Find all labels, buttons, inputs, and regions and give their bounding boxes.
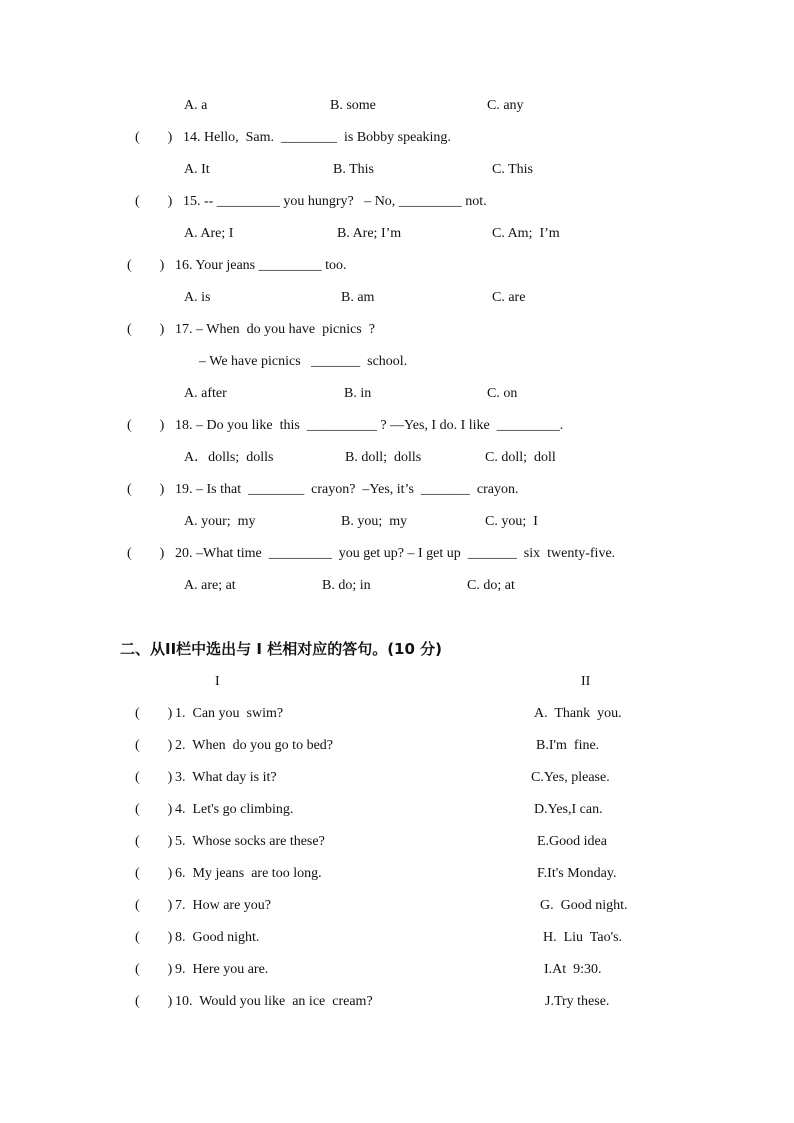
q19-option-b: B. you; my	[341, 514, 408, 529]
match-question-2: 2. When do you go to bed?	[175, 738, 333, 753]
q18-option-a: A．dolls; dolls	[184, 450, 274, 465]
q15-question: 15. -- _________ you hungry? – No, _________ not.	[183, 194, 487, 209]
match-question-3: 3. What day is it?	[175, 770, 277, 785]
q18-option-c: C. doll; doll	[485, 450, 556, 465]
match-answer-option-9: I.At 9:30.	[544, 962, 602, 977]
match-answer-option-3: C.Yes, please.	[531, 770, 610, 785]
match-question-7: 7. How are you?	[175, 898, 272, 913]
match-question-9: 9. Here you are.	[175, 962, 269, 977]
q16-option-b: B. am	[341, 290, 375, 305]
q15-option-a: A. Are; I	[184, 226, 234, 241]
match-answer-blank[interactable]: ( )	[135, 706, 173, 721]
q17-option-c: C. on	[487, 386, 518, 401]
match-answer-option-1: A. Thank you.	[534, 706, 622, 721]
column-header-i: I	[215, 674, 220, 689]
q18-answer-blank[interactable]: ( )	[127, 418, 165, 433]
q19-answer-blank[interactable]: ( )	[127, 482, 165, 497]
q15-option-c: C. Am; I’m	[492, 226, 560, 241]
q20-option-c: C. do; at	[467, 578, 515, 593]
section-heading: 二、从II栏中选出与 I 栏相对应的答句。(10 分)	[120, 640, 442, 658]
q14-option-b: B. This	[333, 162, 374, 177]
match-answer-option-7: G. Good night.	[540, 898, 628, 913]
match-answer-option-2: B.I'm fine.	[536, 738, 600, 753]
match-answer-blank[interactable]: ( )	[135, 930, 173, 945]
q14-answer-blank[interactable]: ( )	[135, 130, 173, 145]
match-answer-blank[interactable]: ( )	[135, 738, 173, 753]
q20-option-a: A. are; at	[184, 578, 236, 593]
q16-option-c: C. are	[492, 290, 526, 305]
q17-option-b: B. in	[344, 386, 372, 401]
match-answer-option-10: J.Try these.	[545, 994, 610, 1009]
q19-option-c: C. you; I	[485, 514, 538, 529]
q16-answer-blank[interactable]: ( )	[127, 258, 165, 273]
q17-answer-blank[interactable]: ( )	[127, 322, 165, 337]
q20-option-b: B. do; in	[322, 578, 371, 593]
match-question-8: 8. Good night.	[175, 930, 260, 945]
q15-answer-blank[interactable]: ( )	[135, 194, 173, 209]
match-answer-option-4: D.Yes,I can.	[534, 802, 603, 817]
match-answer-blank[interactable]: ( )	[135, 802, 173, 817]
q17-question: 17. – When do you have picnics ?	[175, 322, 375, 337]
q17-option-a: A. after	[184, 386, 227, 401]
column-header-ii: II	[581, 674, 591, 689]
q14-option-c: C. This	[492, 162, 533, 177]
q18-option-b: B. doll; dolls	[345, 450, 422, 465]
match-answer-blank[interactable]: ( )	[135, 834, 173, 849]
q19-option-a: A. your; my	[184, 514, 256, 529]
q13-option-a: A. a	[184, 98, 208, 113]
q20-question: 20. –What time _________ you get up? – I get up _______ six twenty-five.	[175, 546, 616, 561]
match-answer-blank[interactable]: ( )	[135, 962, 173, 977]
match-answer-blank[interactable]: ( )	[135, 898, 173, 913]
match-answer-blank[interactable]: ( )	[135, 866, 173, 881]
match-question-5: 5. Whose socks are these?	[175, 834, 325, 849]
match-question-6: 6. My jeans are too long.	[175, 866, 322, 881]
q20-answer-blank[interactable]: ( )	[127, 546, 165, 561]
match-answer-option-8: H. Liu Tao's.	[543, 930, 623, 945]
q13-option-b: B. some	[330, 98, 376, 113]
q16-option-a: A. is	[184, 290, 211, 305]
match-question-1: 1. Can you swim?	[175, 706, 284, 721]
match-answer-blank[interactable]: ( )	[135, 770, 173, 785]
q19-question: 19. – Is that ________ crayon? –Yes, it’s _______ crayon.	[175, 482, 519, 497]
q15-option-b: B. Are; I’m	[337, 226, 402, 241]
q18-question: 18. – Do you like this __________ ? —Yes, I do. I like _________.	[175, 418, 564, 433]
q14-option-a: A. It	[184, 162, 210, 177]
q16-question: 16. Your jeans _________ too.	[175, 258, 347, 273]
q13-option-c: C. any	[487, 98, 524, 113]
q17-question-line2: – We have picnics _______ school.	[199, 354, 408, 369]
q14-question: 14. Hello, Sam. ________ is Bobby speaking.	[183, 130, 451, 145]
match-question-4: 4. Let's go climbing.	[175, 802, 294, 817]
match-answer-option-5: E.Good idea	[537, 834, 607, 849]
match-answer-blank[interactable]: ( )	[135, 994, 173, 1009]
match-question-10: 10. Would you like an ice cream?	[175, 994, 373, 1009]
match-answer-option-6: F.It's Monday.	[537, 866, 617, 881]
